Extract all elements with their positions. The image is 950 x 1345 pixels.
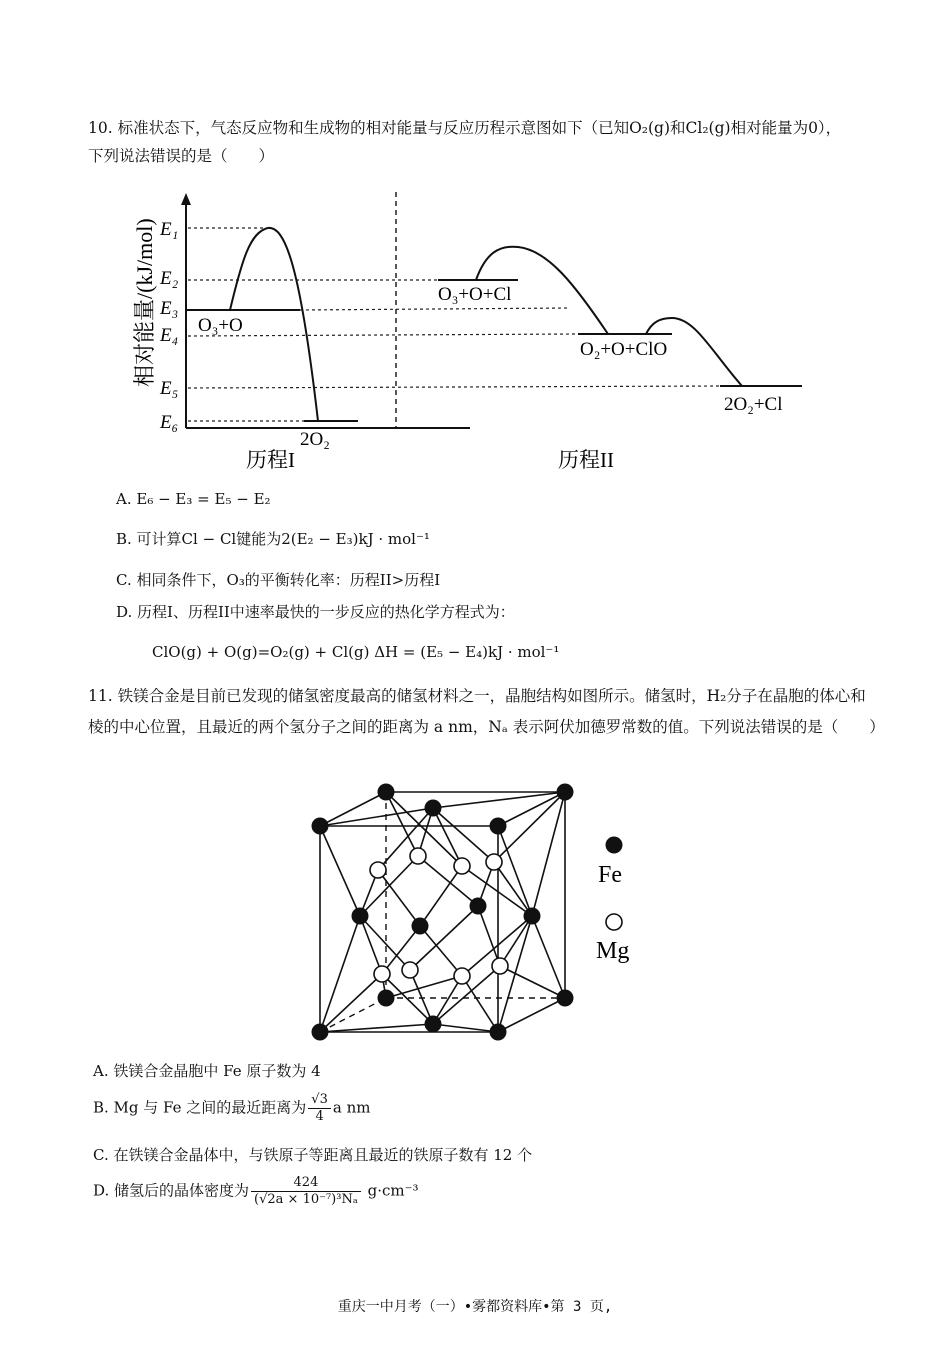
species-o3-o-cl: O₃+O+Cl — [438, 284, 512, 305]
crystal-cell-diagram — [300, 775, 650, 1050]
q11-option-d — [93, 1175, 419, 1208]
q10-stem-line1: 10. 标准状态下，气态反应物和生成物的相对能量与反应历程示意图如下（已知O₂(g)和Cl₂(g)相对能量为0）， — [88, 119, 842, 137]
q11-option-c: C. 在铁镁合金晶体中，与铁原子等距离且最近的铁原子数有 12 个 — [93, 1146, 533, 1164]
energy-diagram — [120, 185, 820, 480]
legend-fe-dot — [606, 837, 623, 854]
level-label-e4: E₄ — [160, 325, 179, 346]
legend-mg-label: Mg — [596, 938, 630, 964]
q11-option-d-prefix: D. 储氢后的晶体密度为 — [93, 1181, 250, 1200]
level-label-e1: E₁ — [160, 219, 179, 240]
legend-fe-label: Fe — [598, 862, 622, 888]
legend-mg-dot — [606, 914, 622, 930]
q11-option-d-denominator: (√2a × 10⁻⁷)³Nₐ — [254, 1192, 358, 1207]
q11-option-d-numerator: 424 — [251, 1175, 361, 1192]
q11-option-a: A. 铁镁合金晶胞中 Fe 原子数为 4 — [93, 1062, 321, 1080]
q11-option-b-numerator: √3 — [308, 1092, 331, 1109]
species-2o2: 2O₂ — [300, 429, 330, 450]
q10-option-a: A. E₆ − E₃ = E₅ − E₂ — [116, 490, 271, 508]
q11-option-d-fraction — [251, 1175, 361, 1208]
level-guides — [188, 228, 722, 421]
species-o2-o-clo: O₂+O+ClO — [580, 339, 668, 360]
q10-option-c: C. 相同条件下，O₃的平衡转化率：历程II>历程I — [116, 571, 441, 589]
level-label-e6: E₆ — [160, 412, 179, 433]
page-footer: 重庆一中月考（一）•雾都资料库•第 3 页, — [337, 1299, 613, 1315]
species-2o2-cl: 2O₂+Cl — [724, 394, 783, 415]
q10-option-d-equation: ClO(g) + O(g)=O₂(g) + Cl(g) ΔH = (E₅ − E₄)kJ · mol⁻¹ — [152, 643, 560, 661]
path1-label: 历程I — [246, 448, 295, 472]
path1-curve — [230, 228, 318, 421]
species-o3-o: O₃+O — [198, 315, 243, 336]
q11-option-d-suffix: g·cm⁻³ — [367, 1181, 419, 1200]
q11-stem: 11. 铁镁合金是目前已发现的储氢密度最高的储氢材料之一，晶胞结构如图所示。储氢时，H₂分子在晶胞的体心和棱的中心位置，且最近的两个氢分子之间的距离为 a nm，Nₐ 表示阿伏加德罗常数的值。下列说法错误的是（ ） — [88, 687, 885, 736]
y-axis-arrow — [181, 193, 191, 205]
y-axis-label: 相对能量/(kJ/mol) — [132, 218, 157, 387]
path2-label: 历程II — [558, 448, 614, 472]
level-label-e2: E₂ — [160, 268, 179, 289]
level-label-e5: E₅ — [160, 378, 179, 399]
q10-option-d: D. 历程I、历程II中速率最快的一步反应的热化学方程式为： — [116, 603, 515, 621]
q10-stem-line2: 下列说法错误的是（ ） — [88, 147, 275, 165]
level-label-e3: E₃ — [160, 298, 179, 319]
q11-option-b — [93, 1092, 370, 1125]
q11-option-b-fraction — [308, 1092, 331, 1125]
q10-option-b: B. 可计算Cl − Cl键能为2(E₂ − E₃)kJ · mol⁻¹ — [116, 530, 430, 548]
q11-option-b-suffix: a nm — [332, 1098, 371, 1117]
q11-option-b-denominator: 4 — [315, 1109, 324, 1124]
q11-option-b-prefix: B. Mg 与 Fe 之间的最近距离为 — [93, 1098, 307, 1117]
